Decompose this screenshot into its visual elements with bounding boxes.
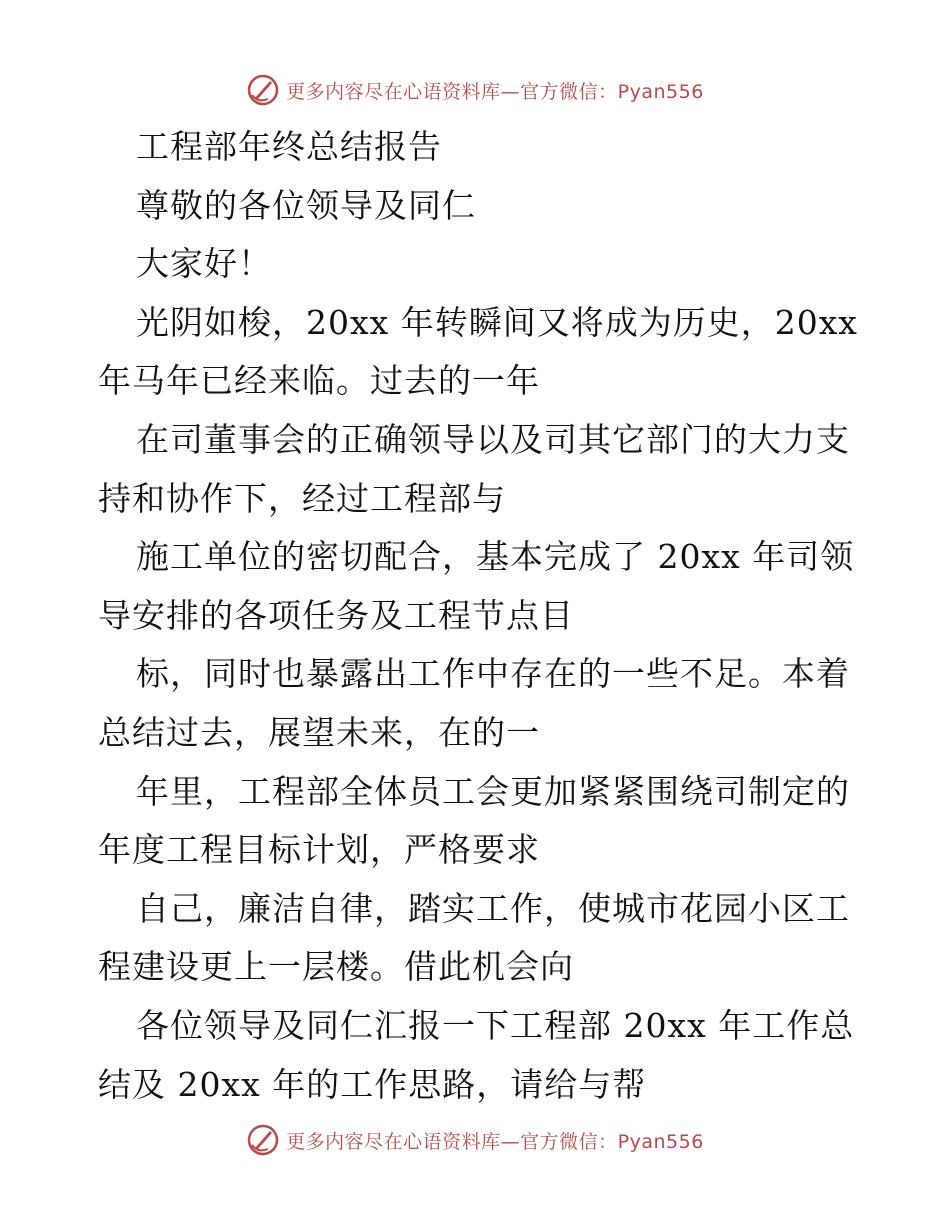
paragraph-line: 在司董事会的正确领导以及司其它部门的大力支 <box>136 419 850 459</box>
paragraph-line: 光阴如梭，20xx 年转瞬间又将成为历史，20xx <box>136 302 858 342</box>
salutation: 尊敬的各位领导及同仁 <box>136 185 476 225</box>
paragraph-line: 导安排的各项任务及工程节点目 <box>98 595 574 635</box>
paragraph-line: 自己，廉洁自律，踏实工作，使城市花园小区工 <box>136 888 850 928</box>
document-body <box>98 118 858 1114</box>
paragraph-line: 年马年已经来临。过去的一年 <box>98 361 540 401</box>
paragraph-line: 年里，工程部全体员工会更加紧紧围绕司制定的 <box>136 771 850 811</box>
document-title: 工程部年终总结报告 <box>136 127 442 166</box>
header-banner <box>0 70 950 110</box>
paragraph-line: 施工单位的密切配合，基本完成了 20xx 年司领 <box>136 537 855 577</box>
paragraph-line: 持和协作下，经过工程部与 <box>98 478 506 518</box>
quill-pen-logo-icon <box>246 1123 280 1157</box>
footer-banner <box>0 1120 950 1160</box>
quill-pen-logo-icon <box>246 73 280 107</box>
paragraph-line: 年度工程目标计划，严格要求 <box>98 830 540 870</box>
header-banner-text: 更多内容尽在心语资料库—官方微信：Pyan556 <box>286 80 704 103</box>
paragraph-line: 标，同时也暴露出工作中存在的一些不足。本着 <box>136 654 850 694</box>
paragraph-line: 总结过去，展望未来，在的一 <box>98 712 540 752</box>
footer-banner-text: 更多内容尽在心语资料库—官方微信：Pyan556 <box>286 1130 704 1153</box>
paragraph-line: 结及 20xx 年的工作思路，请给与帮 <box>98 1064 647 1104</box>
paragraph-line: 程建设更上一层楼。借此机会向 <box>98 947 574 987</box>
greeting: 大家好！ <box>136 244 272 284</box>
paragraph-line: 各位领导及同仁汇报一下工程部 20xx 年工作总 <box>136 1005 855 1045</box>
